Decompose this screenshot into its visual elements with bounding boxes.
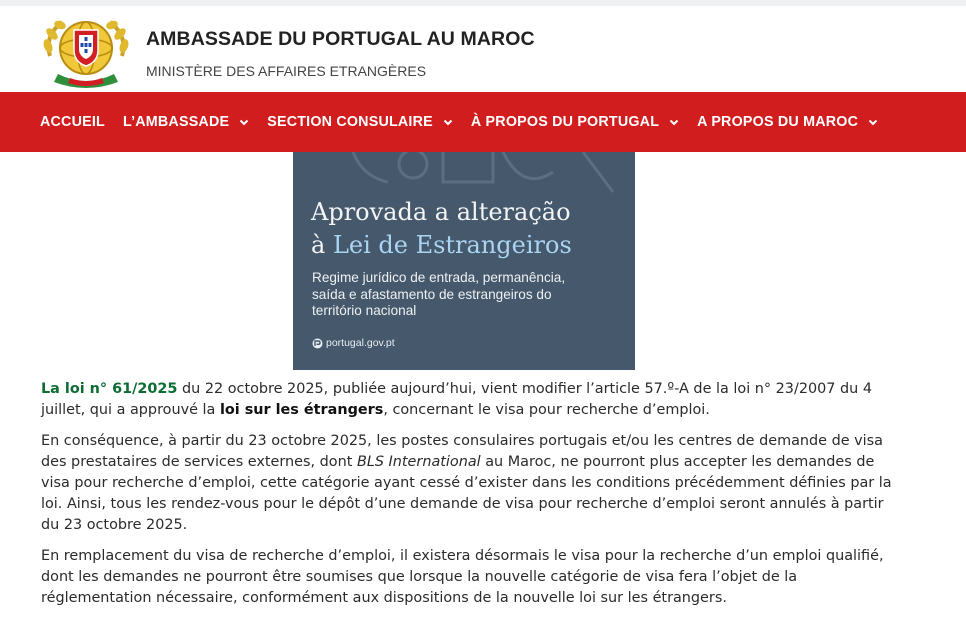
site-title[interactable]: AMBASSADE DU PORTUGAL AU MAROC (146, 28, 535, 50)
article-paragraph-3: En remplacement du visa de recherche d’emploi, il existera désormais le visa pour la recherche d’un emploi qualifié, dont les demandes ne pourront être soumises que lorsque la nouvelle catégorie de visa fera l’objet de la réglementation nécessaire, conformément aux dispositions de la nouvelle loi sur les étrangers. (41, 548, 884, 606)
hero-title-line2 (311, 229, 572, 262)
hero-subtitle: Regime jurídico de entrada, permanência, saída e afastamento de estrangeiros do território nacional (312, 270, 566, 318)
paragraph-text: du 22 octobre 2025, publiée aujourd’hui, vient modifier l’article 57.º-A de la loi n° 23/2007 du 4 juillet, qui a approuvé la (41, 381, 872, 418)
hero-brand-label: portugal.gov.pt (326, 337, 395, 349)
hero-image (293, 152, 635, 370)
article-paragraph-2 (41, 431, 901, 536)
article-content (41, 379, 901, 619)
paragraph-text: , concernant le visa pour recherche d’emploi. (383, 402, 710, 418)
nav-item-accueil[interactable] (40, 114, 105, 130)
site-subtitle: MINISTÈRE DES AFFAIRES ETRANGÈRES (146, 63, 427, 79)
chevron-down-icon (443, 117, 453, 127)
hero-title (311, 196, 572, 262)
nav-item-ambassade[interactable] (123, 114, 249, 130)
nav-item-label: L’AMBASSADE (122, 114, 230, 130)
hero-brand (312, 337, 395, 349)
nav-item-label: SECTION CONSULAIRE (267, 114, 433, 130)
site-header (0, 6, 966, 92)
nav-item-a-propos-maroc[interactable] (697, 114, 878, 130)
portugal-gov-logo-icon (312, 338, 323, 349)
chevron-down-icon (239, 117, 249, 127)
chevron-down-icon (669, 117, 679, 127)
hero-title-highlight: Lei de Estrangeiros (332, 231, 572, 259)
nav-item-section-consulaire[interactable] (267, 114, 453, 130)
nav-item-a-propos-portugal[interactable] (471, 114, 679, 130)
main-navigation (0, 92, 966, 152)
paragraph-italic-text: BLS International (356, 454, 481, 470)
hero-title-prefix: à (311, 231, 333, 259)
nav-item-label: À PROPOS DU PORTUGAL (470, 114, 660, 130)
nav-item-label: ACCUEIL (40, 114, 105, 130)
paragraph-text: au Maroc, ne pourront plus accepter les demandes de visa pour recherche d’emploi, cette catégorie ayant cessé d’exister dans les conditions précédemment définies par la loi. Ainsi, tous les rendez-vous pour le dépôt d’une demande de visa pour recherche d’emploi seront annulés à partir du 23 octobre 2025. (41, 454, 892, 533)
paragraph-text: En conséquence, à partir du 23 octobre 2025, les postes consulaires portugais et/ou les centres de demande de visa des prestataires de services externes, dont (41, 433, 883, 470)
paragraph-bold-text: loi sur les étrangers (219, 402, 384, 418)
chevron-down-icon (868, 117, 878, 127)
nav-item-label: A PROPOS DU MAROC (697, 114, 859, 130)
law-link[interactable]: La loi n° 61/2025 (41, 381, 178, 397)
hero-title-line1: Aprovada a alteração (311, 198, 571, 226)
article-paragraph-1 (41, 379, 901, 421)
coat-of-arms-icon[interactable] (40, 16, 132, 88)
